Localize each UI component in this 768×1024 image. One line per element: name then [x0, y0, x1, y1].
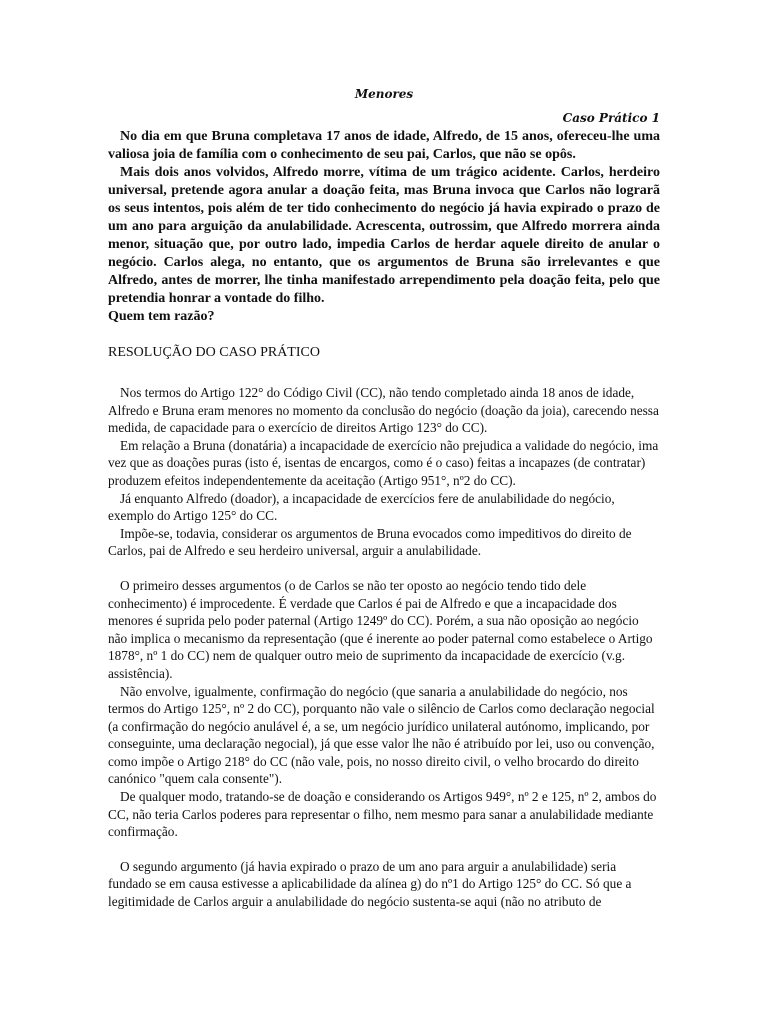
body-paragraph: Em relação a Bruna (donatária) a incapacidade de exercício não prejudica a validade do negócio, ima vez que as doações puras (isto é, isentas de encargos, como é o caso) feitas a incapazes (de contratar) produzem efeitos independentemente da aceitação (Artigo 951°, nº2 do CC).	[108, 437, 659, 488]
body-paragraph: De qualquer modo, tratando-se de doação e considerando os Artigos 949°, nº 2 e 125, nº 2, ambos do CC, não teria Carlos poderes para representar o filho, nem mesmo para sanar a anulabilidade mediante confirmação.	[108, 789, 657, 840]
body-paragraph: O segundo argumento (já havia expirado o prazo de um ano para arguir a anulabilidade) seria fundado se em causa estivesse a aplicabilidade da alínea g) do nº1 do Artigo 125° do CC. Só que a legitimidade de Carlos arguir a anulabilidade do negócio sustenta-se aqui (não no atributo de	[108, 858, 632, 910]
case-statement	[108, 128, 660, 326]
case-paragraph: No dia em que Bruna completava 17 anos de idade, Alfredo, de 15 anos, ofereceu-lhe uma valiosa joia de família com o conhecimento de seu pai, Carlos, que não se opôs.	[108, 129, 660, 162]
resolution-body	[108, 384, 660, 911]
body-paragraph: Não envolve, igualmente, confirmação do negócio (que sanaria a anulabilidade do negócio, nos termos do Artigo 125°, nº 2 do CC), porquanto não vale o silêncio de Carlos como declaração negocial (a confirmação do negócio anulável é, a se, um negócio jurídico unilateral autónomo, implicando, por conseguinte, uma declaração negocial), já que esse valor lhe não é atribuído por lei, uso ou convenção, como impõe o Artigo 218° do CC (não vale, pois, no nosso direito civil, o velho brocardo do direito canónico "quem cala consente").	[108, 683, 655, 787]
case-paragraph: Mais dois anos volvidos, Alfredo morre, vítima de um trágico acidente. Carlos, herdeiro universal, pretende agora anular a doação feita, mas Bruna invoca que Carlos não lograrã os seus intentos, pois além de ter tido conhecimento do negócio já havia expirado o prazo de um ano para arguição da anulabilidade. Acrescenta, outrossim, que Alfredo morrera ainda menor, situação que, por outro lado, impedia Carlos de herdar aquele direito de anular o negócio. Carlos alega, no entanto, que os argumentos de Bruna são irrelevantes e que Alfredo, antes de morrer, lhe tinha manifestado arrependimento pela doação feita, pelo que pretendia honrar a vontade do filho.	[108, 165, 660, 306]
document-subtitle: Caso Prático 1	[562, 111, 660, 125]
document-page	[108, 86, 660, 911]
body-paragraph: Nos termos do Artigo 122° do Código Civil (CC), não tendo completado ainda 18 anos de idade, Alfredo e Bruna eram menores no momento da conclusão do negócio (doação da joia), carecendo nessa medida, de capacidade para o exercício de direitos Artigo 123° do CC).	[108, 385, 659, 436]
body-paragraph: Já enquanto Alfredo (doador), a incapacidade de exercícios fere de anulabilidade do negócio, exemplo do Artigo 125° do CC.	[108, 490, 615, 524]
resolution-heading: RESOLUÇÃO DO CASO PRÁTICO	[108, 345, 320, 360]
document-title: Menores	[354, 87, 414, 101]
body-paragraph: O primeiro desses argumentos (o de Carlos se não ter oposto ao negócio tendo tido dele conhecimento) é improcedente. É verdade que Carlos é pai de Alfredo e que a incapacidade dos menores é suprida pelo poder paternal (Artigo 1249º do CC). Porém, a sua não oposição ao negócio não implica o mecanismo da representação (que é inerente ao poder paternal como estabelece o Artigo 1878°, nº 1 do CC) nem de qualquer outro meio de suprimento da incapacidade de exercício (v.g. assistência).	[108, 577, 653, 681]
body-paragraph: Impõe-se, todavia, considerar os argumentos de Bruna evocados como impeditivos do direito de Carlos, pai de Alfredo e seu herdeiro universal, arguir a anulabilidade.	[108, 525, 632, 559]
case-question: Quem tem razão?	[108, 309, 215, 324]
